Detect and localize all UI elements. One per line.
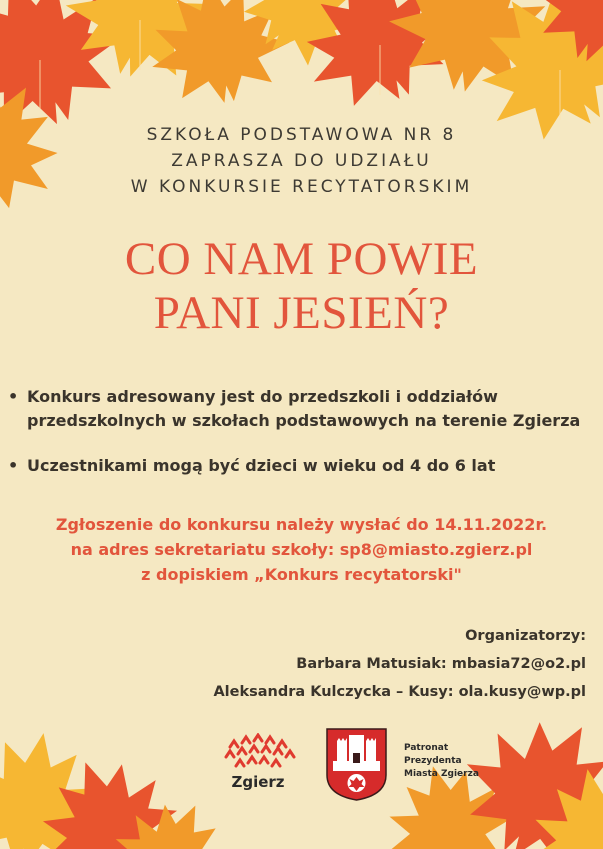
bullet-icon: • — [8, 456, 19, 475]
patron-line: Prezydenta — [404, 756, 462, 766]
notice-line: z dopiskiem „Konkurs recytatorski" — [141, 565, 462, 584]
header-line: SZKOŁA PODSTAWOWA NR 8 — [146, 125, 457, 145]
organizers — [213, 622, 586, 706]
organizers-heading: Organizatorzy: — [465, 628, 586, 644]
title-line: CO NAM POWIE — [124, 233, 479, 285]
notice-line: na adres sekretariatu szkoły: sp8@miasto.zgierz.pl — [70, 540, 533, 559]
zgierz-logo — [220, 733, 296, 797]
bullet-text: Konkurs adresowany jest do przedszkoli i oddziałów — [27, 387, 498, 406]
patronage-text — [404, 742, 479, 781]
notice-line: Zgłoszenie do konkursu należy wysłać do 14.11.2022r. — [55, 515, 548, 534]
maple-leaf-icon — [0, 687, 603, 849]
school-invitation-header — [0, 122, 603, 200]
header-line: ZAPRASZA DO UDZIAŁU — [171, 151, 432, 171]
title-line: PANI JESIEŃ? — [153, 287, 450, 339]
organizer-contact: Aleksandra Kulczycka – Kusy: ola.kusy@wp.pl — [213, 684, 586, 700]
bullet-text: przedszkolnych w szkołach podstawowych na terenie Zgierza — [27, 411, 581, 430]
patron-line: Miasta Zgierza — [404, 769, 479, 779]
header-line: W KONKURSIE RECYTATORSKIM — [130, 177, 473, 197]
zgierz-wordmark: Zgierz — [231, 773, 285, 791]
bullet-text: Uczestnikami mogą być dzieci w wieku od 4 do 6 lat — [27, 456, 496, 475]
submission-notice — [0, 512, 603, 587]
contest-title — [0, 232, 603, 340]
organizer-contact: Barbara Matusiak: mbasia72@o2.pl — [296, 656, 586, 672]
bullet-item — [8, 385, 603, 433]
bullet-icon: • — [8, 387, 19, 406]
city-crest-icon — [325, 727, 388, 802]
patron-line: Patronat — [404, 743, 449, 753]
bullet-item — [8, 454, 603, 478]
zgierz-logo-icon — [220, 733, 296, 773]
info-bullets — [8, 385, 603, 499]
